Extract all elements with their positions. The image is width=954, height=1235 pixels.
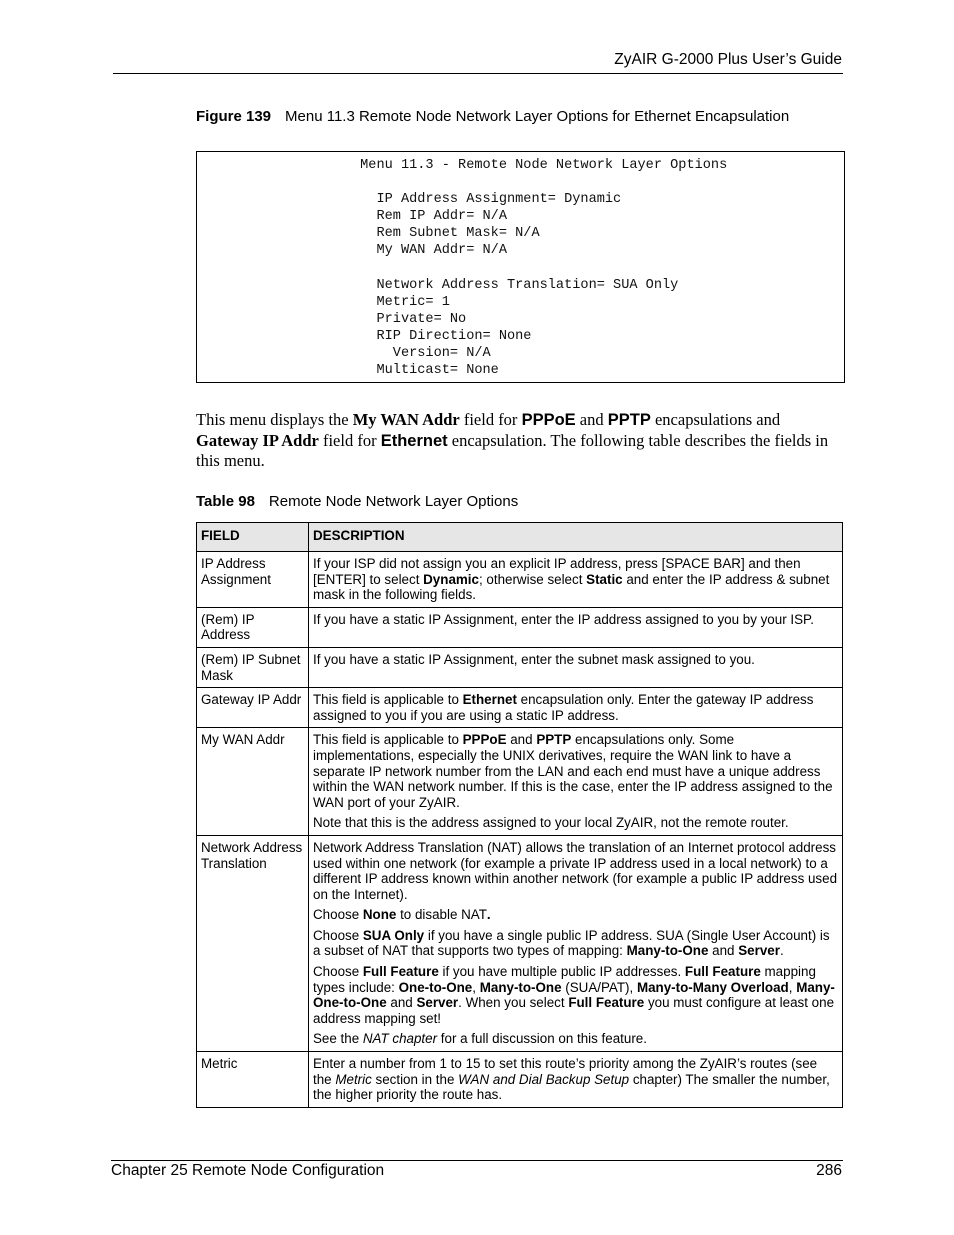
description-text: Enter a number from 1 to 15 to set this route’s priority among the ZyAIR’s routes (see the bbox=[313, 1056, 818, 1087]
terminal-screen bbox=[196, 151, 845, 383]
description-text: If your ISP did not assign you an explicit IP address, press [SPACE BAR] and then [ENTER] to select bbox=[313, 556, 801, 587]
table-caption bbox=[196, 493, 518, 510]
description-text: Choose bbox=[313, 907, 363, 923]
description-cell bbox=[309, 688, 843, 728]
description-text: section in the bbox=[371, 1071, 459, 1087]
description-text: Choose bbox=[313, 964, 363, 980]
term-pptp: PPTP bbox=[607, 411, 651, 429]
description-text: mapping types include: bbox=[313, 964, 816, 995]
terminal-line: Version= N/A bbox=[197, 346, 491, 362]
terminal-line: Multicast= None bbox=[197, 363, 499, 379]
table-row bbox=[197, 607, 843, 647]
description-text: and bbox=[506, 732, 537, 748]
description-cell bbox=[309, 728, 843, 836]
bold-term: Full Feature bbox=[362, 964, 439, 980]
footer-rule bbox=[111, 1160, 843, 1161]
description-paragraph bbox=[313, 928, 838, 959]
description-text: chapter) The smaller the number, the higher priority the route has. bbox=[313, 1071, 830, 1103]
bold-term: Many- One-to-One bbox=[313, 979, 835, 1011]
description-text: If you have a static IP Assignment, enter the subnet mask assigned to you. bbox=[313, 651, 755, 667]
description-text: If you have a static IP Assignment, enter the IP address assigned to you by your ISP. bbox=[313, 611, 814, 627]
running-header: ZyAIR G-2000 Plus User’s Guide bbox=[614, 51, 842, 68]
field-cell: Gateway IP Addr bbox=[197, 688, 309, 728]
description-text: Note that this is the address assigned to your local ZyAIR, not the remote router. bbox=[313, 815, 789, 831]
description-text: See the bbox=[313, 1031, 363, 1047]
description-text: if you have a single public IP address. SUA (Single User Account) is a subset of NAT that supports two types of mapping: bbox=[313, 927, 830, 959]
bold-term: SUA Only bbox=[362, 927, 425, 943]
terminal-line: Private= No bbox=[197, 311, 467, 327]
bold-term: Dynamic bbox=[423, 571, 479, 587]
terminal-line: My WAN Addr= N/A bbox=[197, 243, 507, 259]
terminal-line: IP Address Assignment= Dynamic bbox=[197, 192, 622, 208]
description-cell bbox=[309, 647, 843, 687]
description-paragraph bbox=[313, 815, 838, 831]
options-table bbox=[196, 522, 843, 1108]
table-row bbox=[197, 728, 843, 836]
body-text: field for bbox=[318, 430, 381, 450]
description-text: , bbox=[472, 979, 480, 995]
description-cell bbox=[309, 835, 843, 1051]
field-cell: Network Address Translation bbox=[197, 835, 309, 1051]
bold-term: Many-to-Many Overload bbox=[636, 979, 789, 995]
body-text: This menu displays the bbox=[196, 410, 353, 429]
description-text: Choose bbox=[313, 927, 363, 943]
bold-term: Full Feature bbox=[684, 964, 761, 980]
bold-term: Many-to-One bbox=[626, 943, 709, 959]
description-paragraph bbox=[313, 556, 838, 603]
description-text: . When you select bbox=[458, 995, 569, 1011]
bold-term: Server bbox=[416, 995, 459, 1011]
description-paragraph bbox=[313, 732, 838, 810]
description-paragraph bbox=[313, 1056, 838, 1103]
description-text: ; otherwise select bbox=[478, 571, 587, 587]
description-paragraph bbox=[313, 964, 838, 1026]
table-row bbox=[197, 688, 843, 728]
table-row bbox=[197, 1052, 843, 1108]
body-text: and bbox=[575, 410, 608, 429]
description-paragraph bbox=[313, 840, 838, 902]
column-header-description: DESCRIPTION bbox=[309, 523, 843, 552]
terminal-text bbox=[197, 157, 727, 379]
field-cell: IP Address Assignment bbox=[197, 552, 309, 608]
description-paragraph bbox=[313, 612, 838, 628]
description-text: . bbox=[779, 943, 784, 959]
body-text: encapsulations and bbox=[650, 410, 781, 429]
table-row bbox=[197, 647, 843, 687]
description-text: encapsulation only. Enter the gateway IP address assigned to you if you are using a static IP address. bbox=[313, 692, 814, 723]
description-text: This field is applicable to bbox=[313, 692, 463, 708]
bold-term: Full Feature bbox=[568, 995, 645, 1011]
field-name-my-wan-addr: My WAN Addr bbox=[352, 410, 460, 429]
field-cell: Metric bbox=[197, 1052, 309, 1108]
figure-caption bbox=[196, 108, 789, 125]
body-text: field for bbox=[459, 410, 522, 429]
description-text: encapsulations only. Some implementations, especially the UNIX derivatives, require the WAN link to have a separate IP network number from the LAN and each end must have a unique address within the WAN network number. If this is the case, enter the IP address assigned to the WAN port of your ZyAIR. bbox=[313, 732, 833, 810]
table-header-row bbox=[197, 523, 843, 552]
description-cell bbox=[309, 552, 843, 608]
terminal-line: Rem IP Addr= N/A bbox=[197, 209, 507, 225]
description-text: and bbox=[386, 995, 417, 1011]
bold-term: None bbox=[362, 907, 397, 923]
figure-caption-text: Menu 11.3 Remote Node Network Layer Options for Ethernet Encapsulation bbox=[285, 108, 790, 125]
term-pppoe: PPPoE bbox=[521, 411, 576, 429]
description-text: for a full discussion on this feature. bbox=[437, 1031, 647, 1047]
bold-term: PPPoE bbox=[462, 732, 507, 748]
description-paragraph bbox=[313, 907, 838, 923]
bold-term: PPTP bbox=[536, 732, 572, 748]
table-row bbox=[197, 552, 843, 608]
body-paragraph bbox=[196, 410, 846, 472]
description-cell bbox=[309, 1052, 843, 1108]
bold-term: Ethernet bbox=[462, 692, 517, 708]
description-cell bbox=[309, 607, 843, 647]
field-cell: My WAN Addr bbox=[197, 728, 309, 836]
description-text: , bbox=[788, 979, 797, 995]
italic-reference: NAT chapter bbox=[362, 1031, 438, 1047]
description-text: and bbox=[708, 943, 739, 959]
description-paragraph bbox=[313, 692, 838, 723]
description-paragraph bbox=[313, 1031, 838, 1047]
bold-term: Static bbox=[586, 571, 623, 587]
description-text: and enter the IP address & subnet mask in the following fields. bbox=[313, 571, 830, 603]
page-number: 286 bbox=[816, 1162, 842, 1179]
description-text: Network Address Translation (NAT) allows the translation of an Internet protocol address used within one network (for example a private IP address used in a local network) to a different IP address known within another network (for example a public IP address used on the Internet). bbox=[313, 839, 838, 902]
description-paragraph bbox=[313, 652, 838, 668]
description-text: This field is applicable to bbox=[313, 732, 463, 748]
figure-label: Figure 139 bbox=[196, 108, 272, 125]
table-label: Table 98 bbox=[196, 493, 255, 510]
body-text: encapsulation. The following table describes the fields in this menu. bbox=[196, 430, 829, 470]
bold-term: One-to-One bbox=[398, 979, 473, 995]
footer-chapter: Chapter 25 Remote Node Configuration bbox=[111, 1162, 385, 1179]
table-row bbox=[197, 835, 843, 1051]
bold-term: . bbox=[486, 907, 491, 923]
field-name-gateway-ip-addr: Gateway IP Addr bbox=[196, 430, 319, 450]
column-header-field: FIELD bbox=[197, 523, 309, 552]
terminal-line: Menu 11.3 - Remote Node Network Layer Options bbox=[197, 158, 728, 173]
table-body bbox=[197, 552, 843, 1108]
description-text: if you have multiple public IP addresses. bbox=[438, 964, 685, 980]
term-ethernet: Ethernet bbox=[380, 431, 448, 450]
header-rule bbox=[113, 73, 843, 74]
terminal-line: Rem Subnet Mask= N/A bbox=[197, 226, 540, 242]
italic-reference: Metric bbox=[335, 1071, 372, 1087]
field-cell: (Rem) IP Address bbox=[197, 607, 309, 647]
terminal-line: Metric= 1 bbox=[197, 294, 450, 310]
italic-reference: WAN and Dial Backup Setup bbox=[458, 1071, 630, 1087]
terminal-line: Network Address Translation= SUA Only bbox=[197, 277, 679, 293]
field-cell: (Rem) IP Subnet Mask bbox=[197, 647, 309, 687]
table-caption-text: Remote Node Network Layer Options bbox=[268, 493, 519, 510]
description-text: to disable NAT bbox=[396, 907, 487, 923]
description-text: you must configure at least one address mapping set! bbox=[313, 995, 835, 1026]
bold-term: Many-to-One bbox=[479, 979, 562, 995]
bold-term: Server bbox=[738, 943, 780, 959]
terminal-line: RIP Direction= None bbox=[197, 328, 532, 344]
description-text: (SUA/PAT), bbox=[561, 979, 637, 995]
